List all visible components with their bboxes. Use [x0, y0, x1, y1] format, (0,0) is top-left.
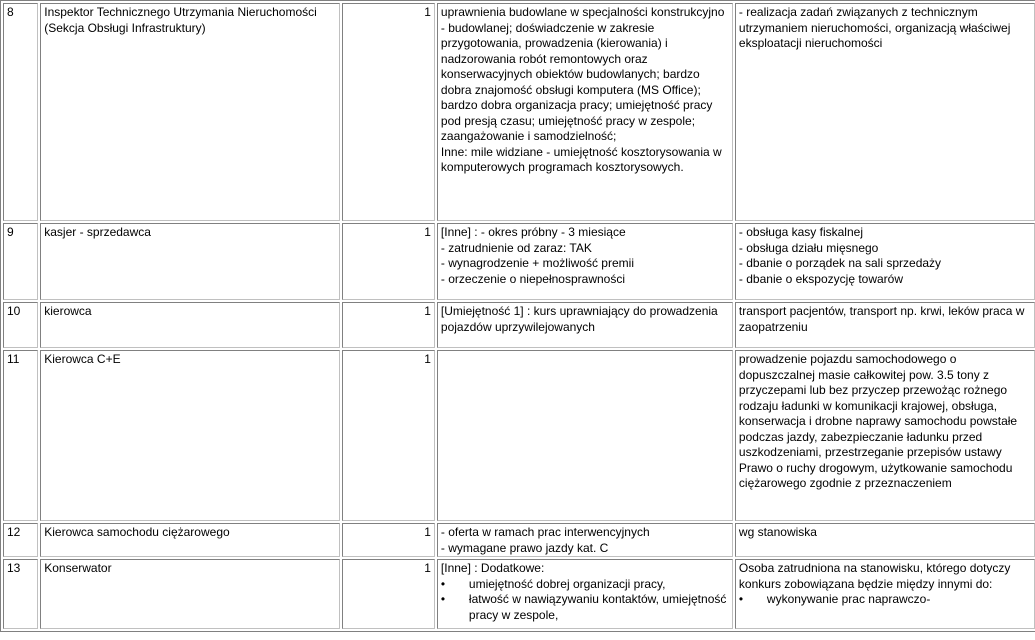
duty-line: - obsługa kasy fiskalnej — [738, 225, 863, 239]
vacancy-count: 1 — [342, 559, 435, 629]
duties-cell — [735, 302, 1035, 348]
duties-cell — [735, 3, 1035, 221]
requirements-cell — [437, 3, 733, 221]
requirement-line: [Inne] : - okres próbny - 3 miesiące — [440, 225, 626, 239]
requirement-bullet: • umiejętność dobrej organizacji pracy, — [441, 577, 729, 593]
requirement-line: - zatrudnienie od zaraz: TAK — [440, 240, 592, 255]
requirement-line: - orzeczenie o niepełnosprawności — [440, 271, 626, 286]
vacancy-count: 1 — [342, 223, 435, 300]
duty-line: prowadzenie pojazdu samochodowego o dopuszczalnej masie całkowitej pow. 3.5 tony z przyczepami lub bez przyczep przewożąc rożnego rodzaju ładunki w komunikacji krajowej, obsługa, konserwacja i drobne naprawy samochodu powstałe podczas jazdy, zabezpieczanie ładunku przed uszkodzeniami, przestrzeganie przepisów ustawy Prawo o ruchy drogowym, użytkowanie samochodu ciężarowego zgodnie z przeznaczeniem — [738, 352, 1021, 490]
table-row — [3, 223, 1035, 300]
table-row — [3, 3, 1035, 221]
duty-line: transport pacjentów, transport np. krwi, leków praca w zaopatrzeniu — [738, 304, 1028, 334]
table-row — [3, 559, 1035, 629]
job-title: Kierowca C+E — [40, 350, 340, 521]
requirements-cell — [437, 223, 733, 300]
vacancy-count: 1 — [342, 302, 435, 348]
table-row — [3, 523, 1035, 557]
requirement-bullet: • łatwość w nawiązywaniu kontaktów, umiejętność pracy w zespole, — [441, 592, 729, 623]
duty-line: - dbanie o ekspozycję towarów — [738, 271, 904, 286]
job-title: kierowca — [40, 302, 340, 348]
duty-bullet: • wykonywanie prac naprawczo- — [739, 592, 1031, 608]
requirement-line: Inne: mile widziane - umiejętność kosztorysowania w komputerowych programach kosztorysowych. — [440, 144, 726, 174]
requirements-cell — [437, 523, 733, 557]
requirement-line: [Umiejętność 1] : kurs uprawniający do prowadzenia pojazdów uprzywilejowanych — [440, 304, 722, 334]
requirement-line: uprawnienia budowlane w specjalności konstrukcyjno - budowlanej; doświadczenie w zakresie przygotowania, prowadzenia (kierowania) i nadzorowania robót remontowych oraz konserwacyjnych obiektów budowlanych; bardzo dobra znajomość obsługi komputera (MS Office); bardzo dobra organizacja pracy; umiejętność pracy pod presją czasu; umiejętność pracy w zespole; zaangażowanie i samodzielność; — [440, 5, 728, 143]
row-number: 13 — [3, 559, 38, 629]
job-title: Konserwator — [40, 559, 340, 629]
requirement-line: - oferta w ramach prac interwencyjnych — [440, 525, 650, 539]
table-row — [3, 302, 1035, 348]
requirement-line: - wynagrodzenie + możliwość premii — [440, 256, 634, 270]
vacancy-count: 1 — [342, 523, 435, 557]
duties-cell — [735, 523, 1035, 557]
requirements-cell — [437, 350, 733, 521]
duty-line: - dbanie o porządek na sali sprzedaży — [738, 256, 942, 270]
row-number: 12 — [3, 523, 38, 557]
duties-cell — [735, 223, 1035, 300]
job-title: Inspektor Technicznego Utrzymania Nieruchomości (Sekcja Obsługi Infrastruktury) — [40, 3, 340, 221]
job-title: Kierowca samochodu ciężarowego — [40, 523, 340, 557]
requirement-line: [Inne] : Dodatkowe: — [440, 561, 545, 575]
duties-cell — [735, 350, 1035, 521]
row-number: 11 — [3, 350, 38, 521]
row-number: 8 — [3, 3, 38, 221]
duty-line: wg stanowiska — [738, 525, 817, 539]
duty-line: Osoba zatrudniona na stanowisku, którego dotyczy konkurs zobowiązana będzie między innymi do: — [738, 561, 1014, 591]
row-number: 9 — [3, 223, 38, 300]
requirements-cell — [437, 559, 733, 629]
vacancy-count: 1 — [342, 3, 435, 221]
table-row — [3, 350, 1035, 521]
row-number: 10 — [3, 302, 38, 348]
requirement-line: - wymagane prawo jazdy kat. C — [440, 540, 609, 555]
duty-line: - obsługa działu mięsnego — [738, 240, 879, 255]
duties-cell — [735, 559, 1035, 629]
job-title: kasjer - sprzedawca — [40, 223, 340, 300]
requirements-cell — [437, 302, 733, 348]
duty-line: - realizacja zadań związanych z technicznym utrzymaniem nieruchomości, organizacją właściwej eksploatacji nieruchomości — [738, 5, 1014, 50]
vacancy-count: 1 — [342, 350, 435, 521]
